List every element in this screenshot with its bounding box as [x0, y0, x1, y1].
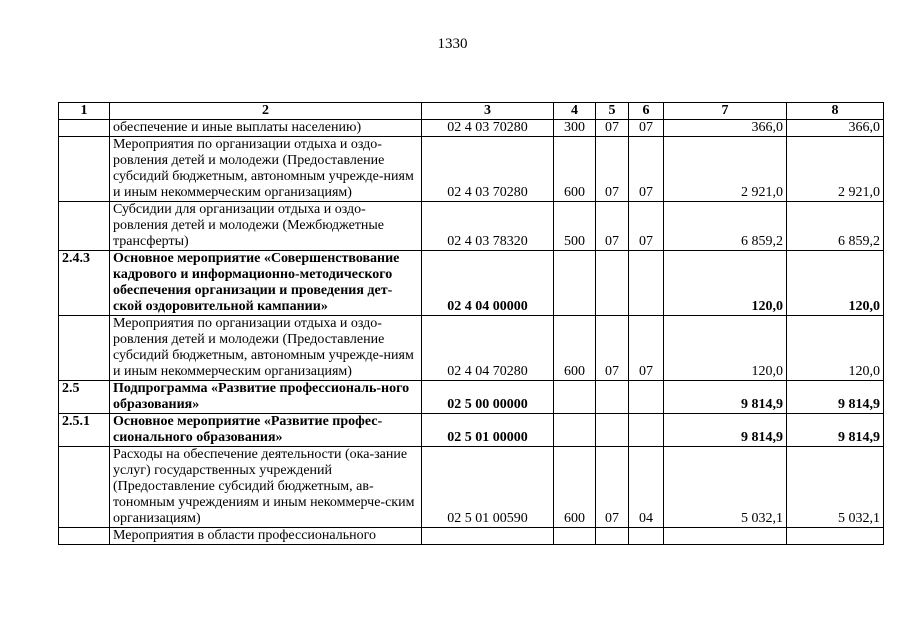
- header-cell: 2: [110, 103, 422, 120]
- cell-c5: [596, 414, 629, 447]
- cell-c6: [629, 414, 664, 447]
- cell-code: 02 4 03 70280: [422, 137, 554, 202]
- table-row: [59, 447, 884, 528]
- cell-code: 02 5 00 00000: [422, 381, 554, 414]
- cell-num: 2.5.1: [59, 414, 110, 447]
- cell-c8: 366,0: [787, 120, 884, 137]
- budget-table: [58, 102, 884, 545]
- cell-c8: 120,0: [787, 316, 884, 381]
- cell-c6: 07: [629, 137, 664, 202]
- cell-name: Мероприятия по организации отдыха и оздо-ровления детей и молодежи (Предоставление субсидий бюджетным, автономным учрежде-ниям и иным некоммерческим организациям): [110, 316, 422, 381]
- cell-c6: 04: [629, 447, 664, 528]
- cell-c4: [554, 414, 596, 447]
- cell-name: Основное мероприятие «Совершенствование кадрового и информационно-методического обеспечения организации и проведения дет-ской оздоровительной кампании»: [110, 251, 422, 316]
- header-cell: 1: [59, 103, 110, 120]
- header-row: [59, 103, 884, 120]
- cell-num: 2.5: [59, 381, 110, 414]
- cell-c8: 2 921,0: [787, 137, 884, 202]
- table-row: [59, 120, 884, 137]
- table-row: [59, 528, 884, 545]
- cell-num: 2.4.3: [59, 251, 110, 316]
- cell-num: [59, 137, 110, 202]
- cell-c8: 9 814,9: [787, 381, 884, 414]
- cell-c5: 07: [596, 120, 629, 137]
- cell-c4: 300: [554, 120, 596, 137]
- page-number: 1330: [437, 36, 468, 52]
- cell-num: [59, 202, 110, 251]
- cell-c7: 9 814,9: [664, 381, 787, 414]
- cell-num: [59, 120, 110, 137]
- cell-c7: 5 032,1: [664, 447, 787, 528]
- cell-c8: 5 032,1: [787, 447, 884, 528]
- cell-c4: [554, 381, 596, 414]
- cell-c5: 07: [596, 137, 629, 202]
- cell-c5: [596, 381, 629, 414]
- table-row: [59, 414, 884, 447]
- cell-name: Расходы на обеспечение деятельности (ока-зание услуг) государственных учреждений (Предоставление субсидий бюджетным, ав-тономным учреждениям и иным некоммерче-ским организациям): [110, 447, 422, 528]
- cell-c6: [629, 251, 664, 316]
- cell-name: обеспечение и иные выплаты населению): [110, 120, 422, 137]
- table-row: [59, 137, 884, 202]
- cell-c8: [787, 528, 884, 545]
- cell-c4: [554, 251, 596, 316]
- cell-num: [59, 447, 110, 528]
- cell-c6: [629, 381, 664, 414]
- cell-num: [59, 316, 110, 381]
- cell-c5: [596, 251, 629, 316]
- cell-name: Основное мероприятие «Развитие профес-сионального образования»: [110, 414, 422, 447]
- cell-code: 02 5 01 00000: [422, 414, 554, 447]
- cell-name: Мероприятия по организации отдыха и оздо-ровления детей и молодежи (Предоставление субсидий бюджетным, автономным учрежде-ниям и иным некоммерческим организациям): [110, 137, 422, 202]
- cell-c4: 600: [554, 316, 596, 381]
- table-row: [59, 251, 884, 316]
- table-row: [59, 381, 884, 414]
- header-cell: 7: [664, 103, 787, 120]
- cell-code: 02 4 04 00000: [422, 251, 554, 316]
- header-cell: 3: [422, 103, 554, 120]
- cell-c7: 366,0: [664, 120, 787, 137]
- cell-code: 02 4 03 70280: [422, 120, 554, 137]
- cell-c8: 9 814,9: [787, 414, 884, 447]
- header-cell: 5: [596, 103, 629, 120]
- cell-c4: 600: [554, 137, 596, 202]
- cell-c8: 120,0: [787, 251, 884, 316]
- cell-c7: 2 921,0: [664, 137, 787, 202]
- cell-name: Субсидии для организации отдыха и оздо-ровления детей и молодежи (Межбюджетные трансферты): [110, 202, 422, 251]
- cell-c7: 120,0: [664, 316, 787, 381]
- header-cell: 6: [629, 103, 664, 120]
- header-cell: 4: [554, 103, 596, 120]
- cell-c7: [664, 528, 787, 545]
- cell-c6: [629, 528, 664, 545]
- cell-c4: 500: [554, 202, 596, 251]
- cell-c8: 6 859,2: [787, 202, 884, 251]
- cell-c5: 07: [596, 202, 629, 251]
- cell-c7: 120,0: [664, 251, 787, 316]
- cell-c5: 07: [596, 316, 629, 381]
- cell-code: 02 5 01 00590: [422, 447, 554, 528]
- cell-c6: 07: [629, 316, 664, 381]
- cell-num: [59, 528, 110, 545]
- cell-code: 02 4 04 70280: [422, 316, 554, 381]
- cell-c6: 07: [629, 202, 664, 251]
- cell-c7: 9 814,9: [664, 414, 787, 447]
- table-row: [59, 202, 884, 251]
- cell-code: [422, 528, 554, 545]
- cell-name: Мероприятия в области профессионального: [110, 528, 422, 545]
- cell-name: Подпрограмма «Развитие профессиональ-ного образования»: [110, 381, 422, 414]
- cell-c4: [554, 528, 596, 545]
- cell-c5: 07: [596, 447, 629, 528]
- cell-code: 02 4 03 78320: [422, 202, 554, 251]
- cell-c6: 07: [629, 120, 664, 137]
- cell-c7: 6 859,2: [664, 202, 787, 251]
- header-cell: 8: [787, 103, 884, 120]
- cell-c4: 600: [554, 447, 596, 528]
- table-row: [59, 316, 884, 381]
- cell-c5: [596, 528, 629, 545]
